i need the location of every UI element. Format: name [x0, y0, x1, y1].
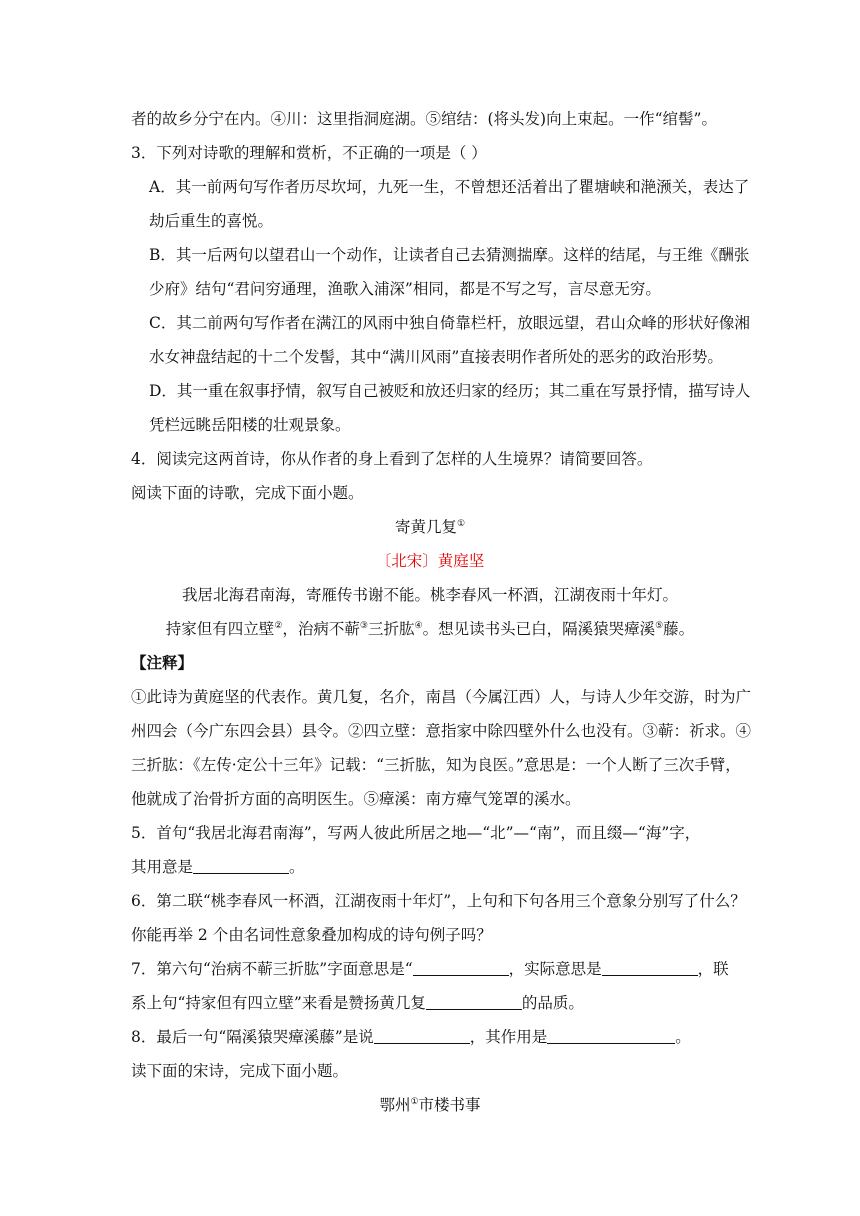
question-8 [131, 1026, 691, 1048]
question-8-part-b: ，其作用是 [469, 1028, 548, 1046]
question-4: 4．阅读完这两首诗，你从作者的身上看到了怎样的人生境界？请简要回答。 [131, 450, 653, 468]
question-6-line1: 6．第二联“桃李春风一杯酒，江湖夜雨十年灯”，上句和下句各用三个意象分别写了什么？ [131, 892, 746, 910]
note-line-2: 州四会（今广东四会县）县令。②四立壁：意指家中除四壁外什么也没有。③蕲：祈求。④ [131, 722, 752, 740]
question-8-part-a: 8．最后一句“隔溪猿哭瘴溪藤”是说 [131, 1028, 374, 1046]
question-5-line2 [131, 856, 305, 878]
answer-blank[interactable] [547, 1028, 675, 1044]
question-7-part-b: ，实际意思是 [508, 960, 602, 978]
question-6-line2: 你能再举 2 个由名词性意象叠加构成的诗句例子吗？ [131, 926, 492, 944]
question-7-part-c: ，联 [697, 960, 729, 978]
question-7-part-d: 系上句“持家但有四立壁”来看是赞扬黄几复 [131, 994, 426, 1012]
question-8-part-c: 。 [675, 1028, 691, 1046]
poem-1-line-2-part-a: 持家但有四立壁 [165, 620, 275, 638]
option-a-line1: A．其一前两句写作者历尽坎坷，九死一生，不曾想还活着出了瞿塘峡和滟滪关，表达了 [149, 178, 750, 196]
note-line-1: ①此诗为黄庭坚的代表作。黄几复，名介，南昌（今属江西）人，与诗人少年交游，时为广 [131, 688, 752, 706]
question-5-line1: 5．首句“我居北海君南海”，写两人彼此所居之地—“北”—“南”，而且缀—“海”字， [131, 824, 701, 842]
answer-blank[interactable] [426, 994, 522, 1010]
poem-1-line-2-part-d: 。想见读书头已白，隔溪猿哭瘴溪 [422, 620, 656, 638]
question-3-stem: 3．下列对诗歌的理解和赏析，不正确的一项是（ ） [131, 144, 487, 162]
option-b-line1: B．其一后两句以望君山一个动作，让读者自己去猜测揣摩。这样的结尾，与王维《酬张 [149, 246, 750, 264]
option-a-line2: 劫后重生的喜悦。 [149, 212, 274, 230]
question-7-line1 [131, 958, 729, 980]
poem-1-title-text: 寄黄几复 [394, 518, 457, 536]
question-5-prefix: 其用意是 [131, 858, 194, 876]
poem-2-title-part-a: 鄂州 [379, 1096, 411, 1114]
question-7-part-e: 的品质。 [521, 994, 584, 1012]
note-line-4: 他就成了治骨折方面的高明医生。⑤瘴溪：南方瘴气笼罩的溪水。 [131, 790, 581, 808]
option-c-line2: 水女神盘结起的十二个发髻，其中“满川风雨”直接表明作者所处的恶劣的政治形势。 [149, 348, 723, 366]
option-c-line1: C．其二前两句写作者在满江的风雨中独自倚靠栏杆，放眼远望，君山众峰的形状好像湘 [149, 314, 750, 332]
poem-1-line-1: 我居北海君南海，寄雁传书谢不能。桃李春风一杯酒，江湖夜雨十年灯。 [181, 586, 678, 604]
footnote-mark-4: ④ [414, 621, 423, 631]
reading-instruction-1: 阅读下面的诗歌，完成下面小题。 [131, 484, 364, 502]
option-d-line2: 凭栏远眺岳阳楼的壮观景象。 [149, 416, 351, 434]
question-5-suffix: 。 [289, 858, 305, 876]
question-7-part-a: 7．第六句“治病不蕲三折肱”字面意思是“ [131, 960, 413, 978]
poem-1-author: 〔北宋〕黄庭坚 [375, 552, 485, 570]
poem-2-title [0, 1094, 860, 1116]
reading-instruction-2: 读下面的宋诗，完成下面小题。 [131, 1062, 349, 1080]
footnote-mark-2: ② [274, 621, 283, 631]
poem-1-line-2-part-e: 藤。 [663, 620, 695, 638]
notes-header: 【注释】 [131, 653, 194, 672]
answer-blank[interactable] [413, 960, 509, 976]
question-7-line2 [131, 992, 584, 1014]
answer-blank[interactable] [193, 858, 289, 874]
footnote-mark-3: ③ [359, 621, 368, 631]
option-b-line2: 少府》结句“君问穷通理，渔歌入浦深”相同，都是不写之写，言尽意无穷。 [149, 280, 661, 298]
note-line-3: 三折肱：《左传·定公十三年》记载：“三折肱，知为良医。”意思是：一个人断了三次手臂， [131, 756, 741, 774]
poem-1-line-2-part-b: ，治病不蕲 [282, 620, 360, 638]
poem-1-line-2-part-c: 三折肱 [367, 620, 415, 638]
poem-2-title-part-b: 市楼书事 [418, 1096, 481, 1114]
footnote-mark-5: ⑤ [655, 621, 664, 631]
poem-1-line-2 [0, 618, 860, 640]
option-d-line1: D．其一重在叙事抒情，叙写自己被贬和放还归家的经历；其二重在写景抒情，描写诗人 [149, 382, 751, 400]
poem-1-title [0, 516, 860, 538]
poem-1-title-footnote-mark: ① [456, 519, 466, 529]
poem-2-footnote-mark: ① [410, 1097, 419, 1107]
answer-blank[interactable] [602, 960, 698, 976]
note-continuation: 者的故乡分宁在内。④川：这里指洞庭湖。⑤绾结：(将头发)向上束起。一作“绾髻”。 [131, 110, 717, 128]
answer-blank[interactable] [374, 1028, 470, 1044]
